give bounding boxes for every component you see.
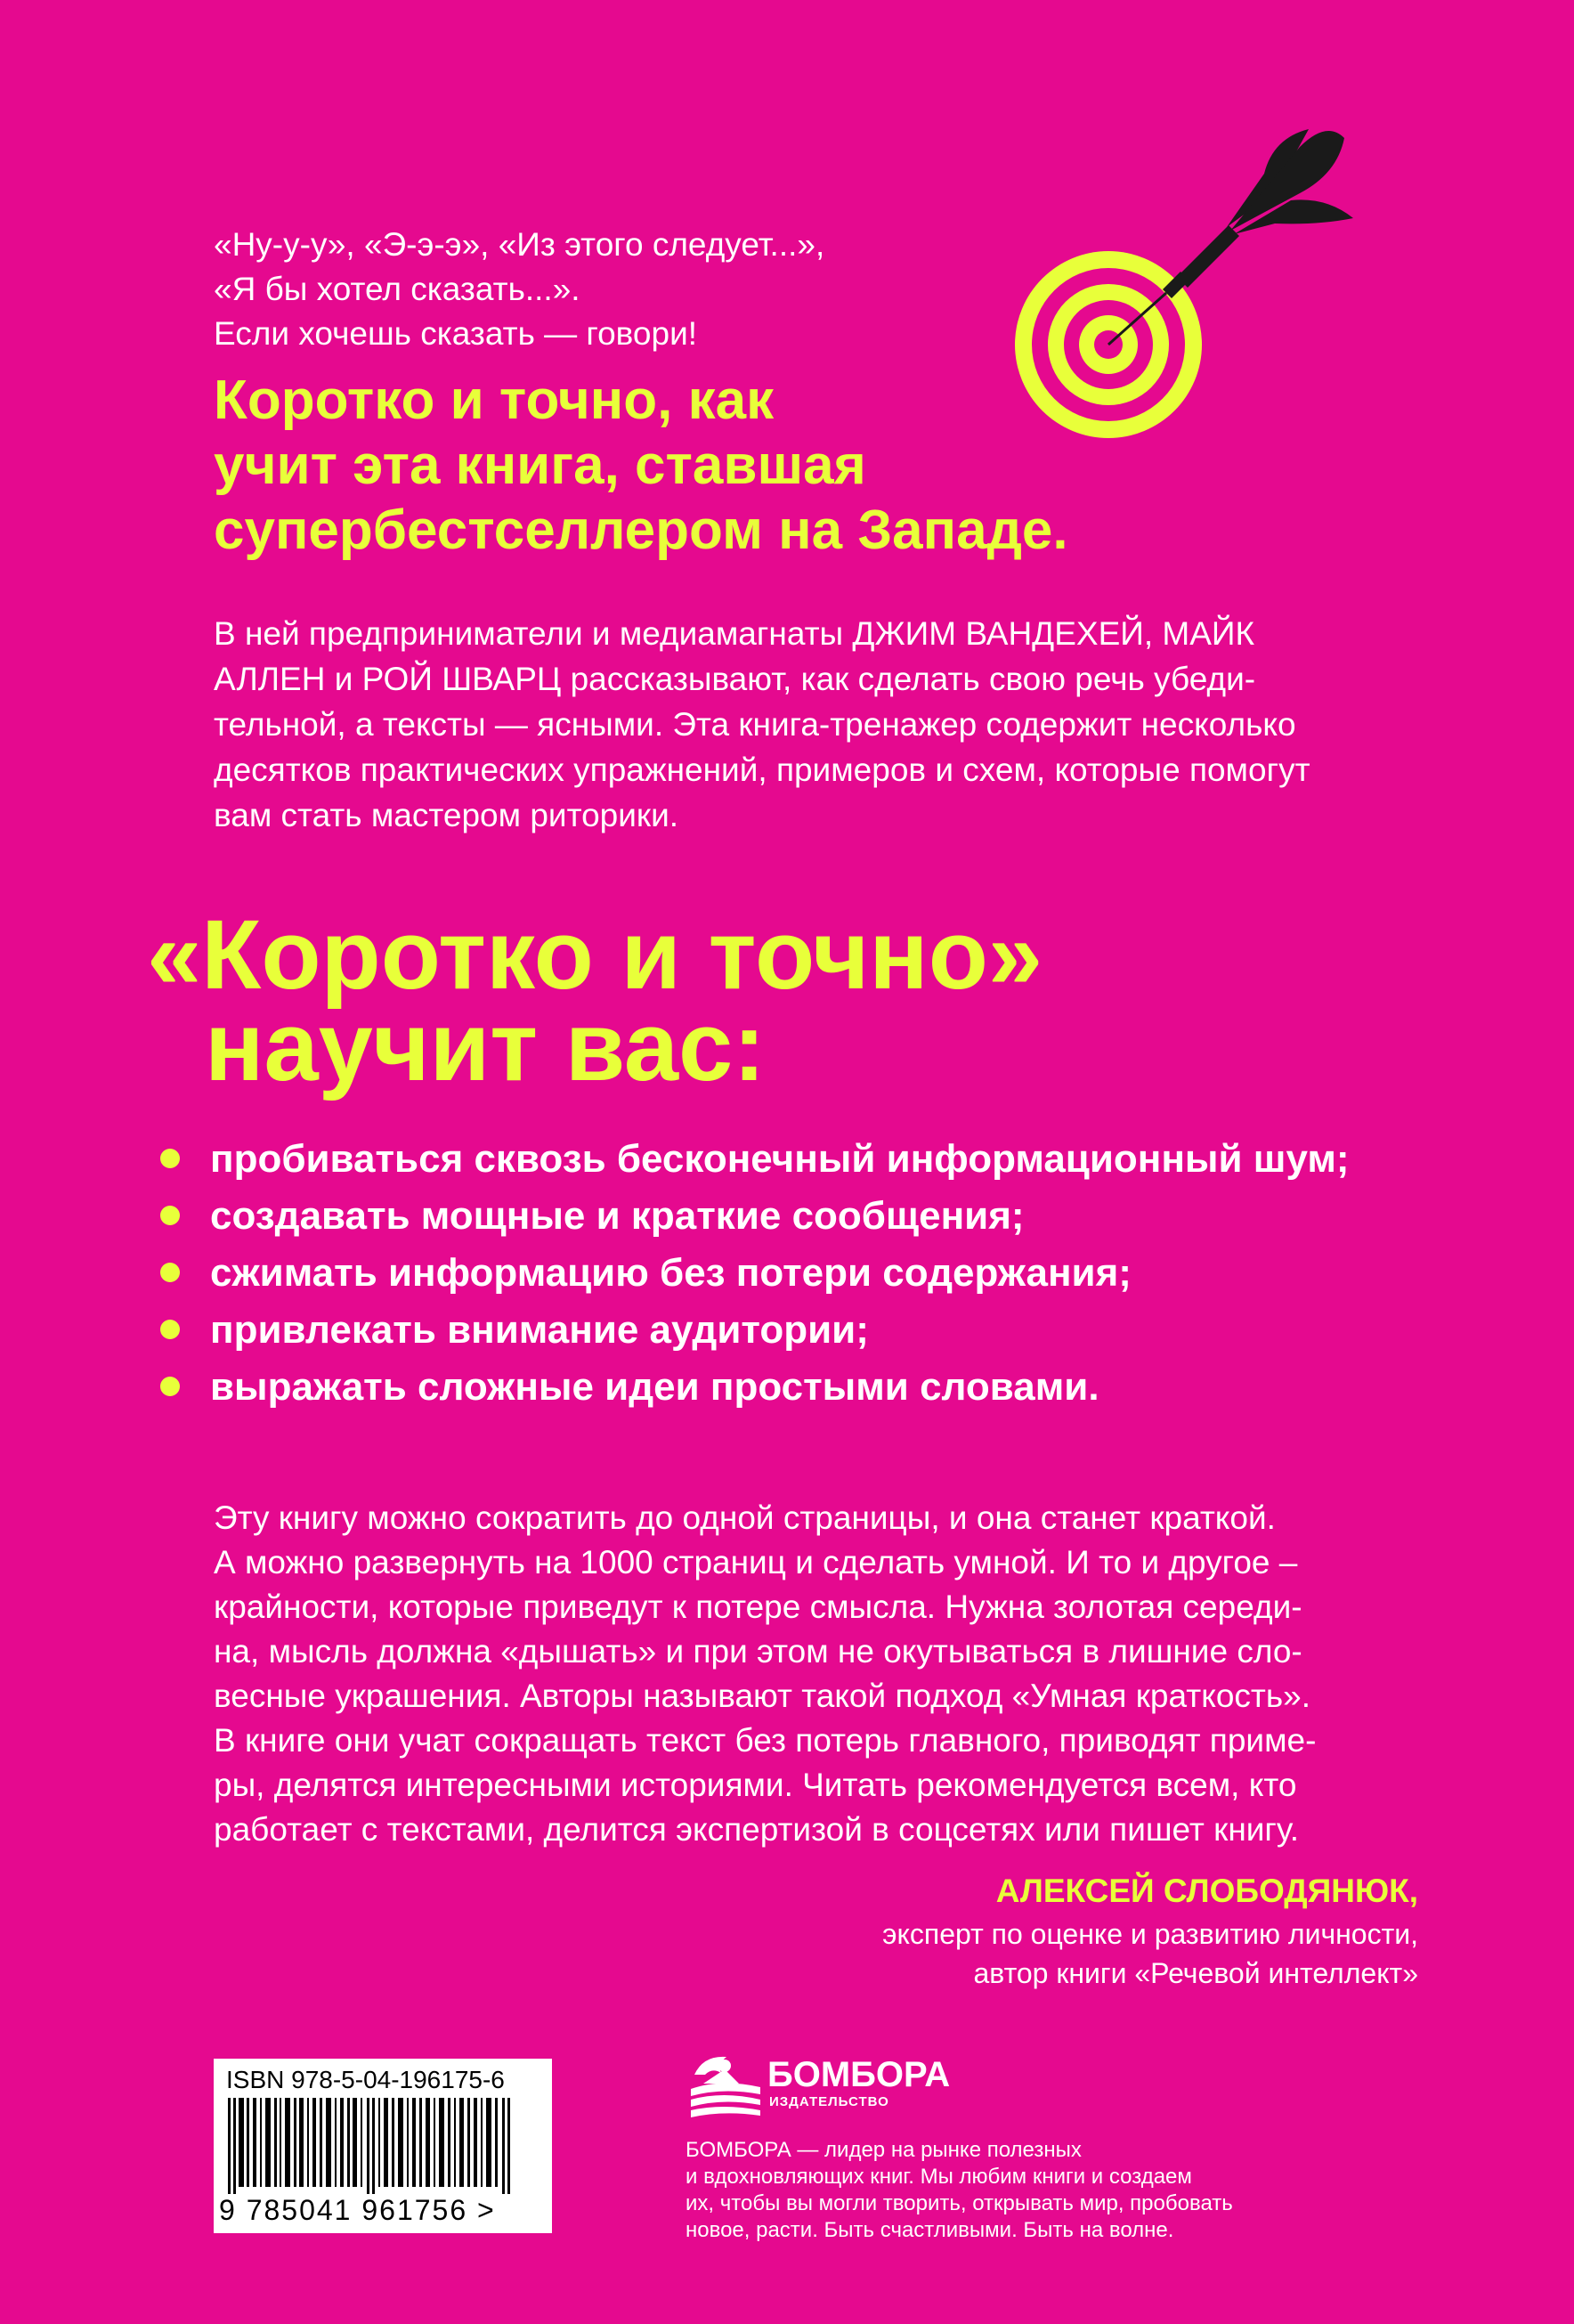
intro-line: «Ну-у-у», «Э-э-э», «Из этого следует...»,: [214, 226, 825, 263]
publisher-about-line: их, чтобы вы могли творить, открывать мир, пробовать: [686, 2191, 1233, 2215]
bullet-icon: [160, 1206, 180, 1225]
tagline-line: Коротко и точно, как: [214, 370, 775, 431]
publisher-about-line: БОМБОРА — лидер на рынке полезных: [686, 2138, 1082, 2162]
review-line: крайности, которые приведут к потере смысла. Нужна золотая середи-: [214, 1589, 1302, 1625]
dartboard-icon: [1006, 111, 1398, 450]
barcode-digits: 9 785041 961756 >: [219, 2194, 496, 2226]
description-line: АЛЛЕН и РОЙ ШВАРЦ рассказывают, как сделать свою речь убеди-: [214, 661, 1256, 697]
list-item-text: сжимать информацию без потери содержания;: [210, 1251, 1132, 1295]
publisher-name: БОМБОРА: [767, 2055, 951, 2094]
headline-line-1: «Коротко и точно»: [147, 900, 1043, 1010]
list-item-text: выражать сложные идеи простыми словами.: [210, 1365, 1099, 1409]
publisher-subtitle: ИЗДАТЕЛЬСТВО: [769, 2094, 889, 2109]
tagline-line: учит эта книга, ставшая: [214, 435, 866, 496]
list-item-text: создавать мощные и краткие сообщения;: [210, 1194, 1025, 1238]
description-line: тельной, а тексты — ясными. Эта книга-тренажер содержит несколько: [214, 706, 1296, 743]
intro-line: Если хочешь сказать — говори!: [214, 315, 698, 352]
bullet-icon: [160, 1377, 180, 1396]
review-author-book: автор книги «Речевой интеллект»: [973, 1957, 1418, 1989]
review-line: на, мысль должна «дышать» и при этом не окутываться в лишние сло-: [214, 1633, 1302, 1670]
review-line: работает с текстами, делится экспертизой в соцсетях или пишет книгу.: [214, 1811, 1299, 1848]
review-line: весные украшения. Авторы называют такой подход «Умная краткость».: [214, 1678, 1310, 1714]
headline-line-2: научит вас:: [205, 992, 766, 1101]
dart-icon: [1108, 129, 1353, 345]
review-line: А можно развернуть на 1000 страниц и сделать умной. И то и другое –: [214, 1544, 1298, 1580]
description-line: десятков практических упражнений, примеров и схем, которые помогут: [214, 752, 1310, 788]
review-line: Эту книгу можно сократить до одной страницы, и она станет краткой.: [214, 1499, 1276, 1536]
bullet-icon: [160, 1263, 180, 1282]
bullet-icon: [160, 1320, 180, 1339]
isbn-barcode: [214, 2059, 552, 2233]
bombora-wave-icon: [686, 2048, 766, 2126]
review-line: ры, делятся интересными историями. Читать рекомендуется всем, кто: [214, 1767, 1297, 1803]
publisher-about-line: и вдохновляющих книг. Мы любим книги и создаем: [686, 2165, 1192, 2189]
review-line: В книге они учат сокращать текст без потерь главного, приводят приме-: [214, 1722, 1317, 1759]
barcode-icon: [228, 2098, 531, 2194]
intro-line: «Я бы хотел сказать...».: [214, 271, 580, 307]
bullet-icon: [160, 1149, 180, 1168]
list-item-text: пробиваться сквозь бесконечный информационный шум;: [210, 1137, 1350, 1181]
review-author: АЛЕКСЕЙ СЛОБОДЯНЮК,: [995, 1873, 1418, 1909]
description-line: вам стать мастером риторики.: [214, 797, 679, 833]
publisher-about-line: новое, расти. Быть счастливыми. Быть на волне.: [686, 2218, 1174, 2242]
tagline-line: супербестселлером на Западе.: [214, 500, 1068, 561]
review-author-role: эксперт по оценке и развитию личности,: [882, 1918, 1418, 1950]
isbn-label: ISBN 978-5-04-196175-6: [226, 2066, 505, 2093]
description-line: В ней предприниматели и медиамагнаты ДЖИМ ВАНДЕХЕЙ, МАЙК: [214, 615, 1255, 652]
list-item-text: привлекать внимание аудитории;: [210, 1308, 869, 1352]
